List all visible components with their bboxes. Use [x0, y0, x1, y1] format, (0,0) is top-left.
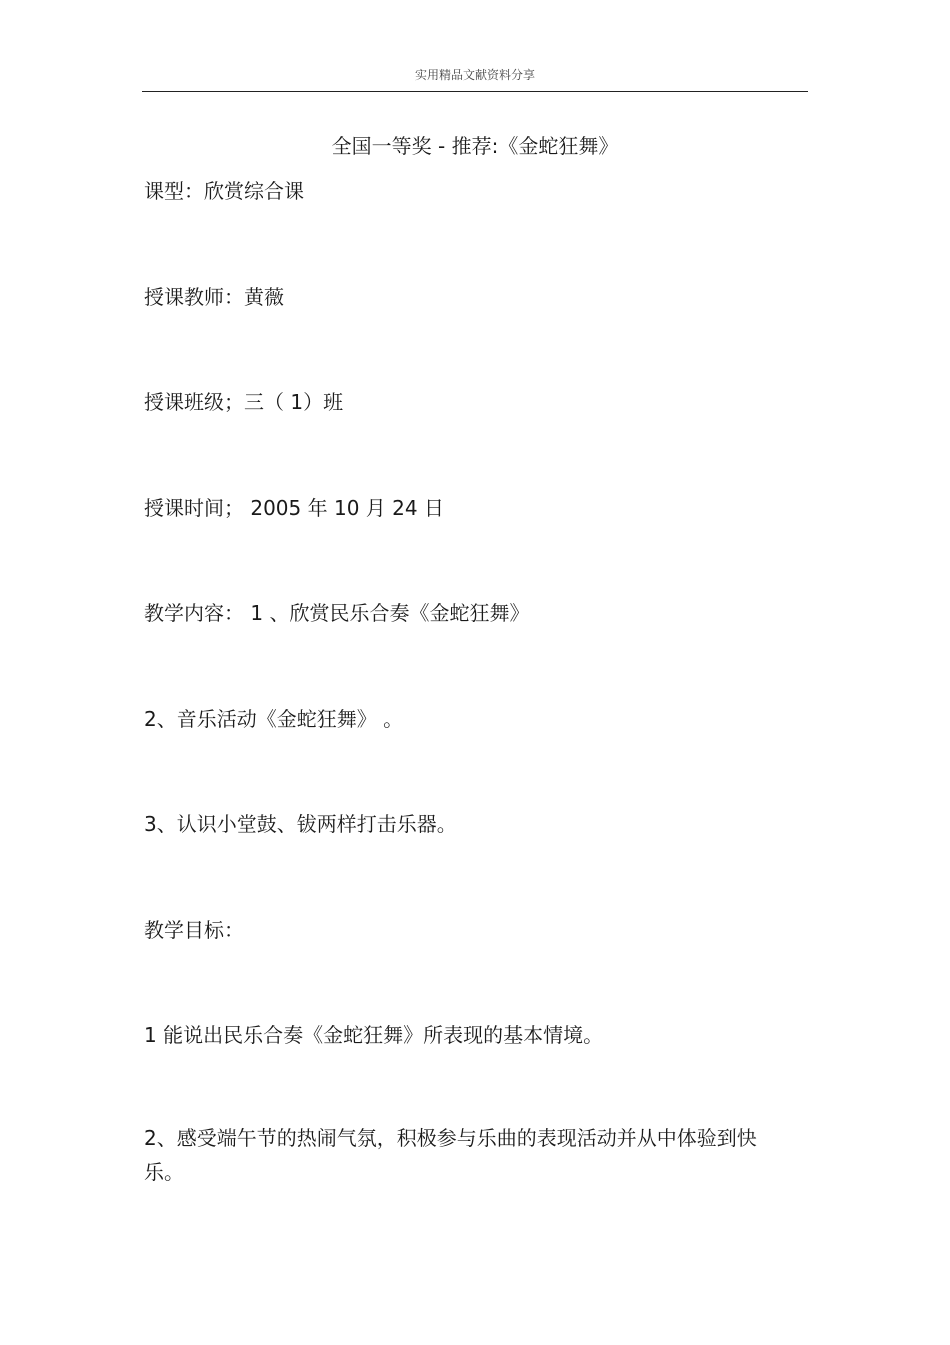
document-title: 全国一等奖 - 推荐:《金蛇狂舞》 [331, 134, 619, 158]
page-header: 实用精品文献资料分享 [414, 68, 535, 82]
teaching-content-3: 3、认识小堂鼓、钹两样打击乐器。 [144, 812, 457, 836]
class-info: 授课班级；三（ 1）班 [144, 390, 344, 414]
header-divider [142, 91, 808, 92]
lesson-type: 课型：欣赏综合课 [144, 179, 304, 203]
teaching-content-1: 教学内容： 1 、欣赏民乐合奏《金蛇狂舞》 [144, 601, 530, 625]
teaching-goal-2: 2、感受端午节的热闹气氛，积极参与乐曲的表现活动并从中体验到快乐。 [144, 1126, 757, 1184]
teaching-goal-1: 1 能说出民乐合奏《金蛇狂舞》所表现的基本情境。 [144, 1023, 604, 1047]
lesson-time: 授课时间； 2005 年 10 月 24 日 [144, 496, 444, 520]
teacher: 授课教师：黄薇 [144, 285, 284, 309]
teaching-goals-heading: 教学目标： [144, 918, 244, 942]
teaching-content-2: 2、音乐活动《金蛇狂舞》 。 [144, 707, 404, 731]
